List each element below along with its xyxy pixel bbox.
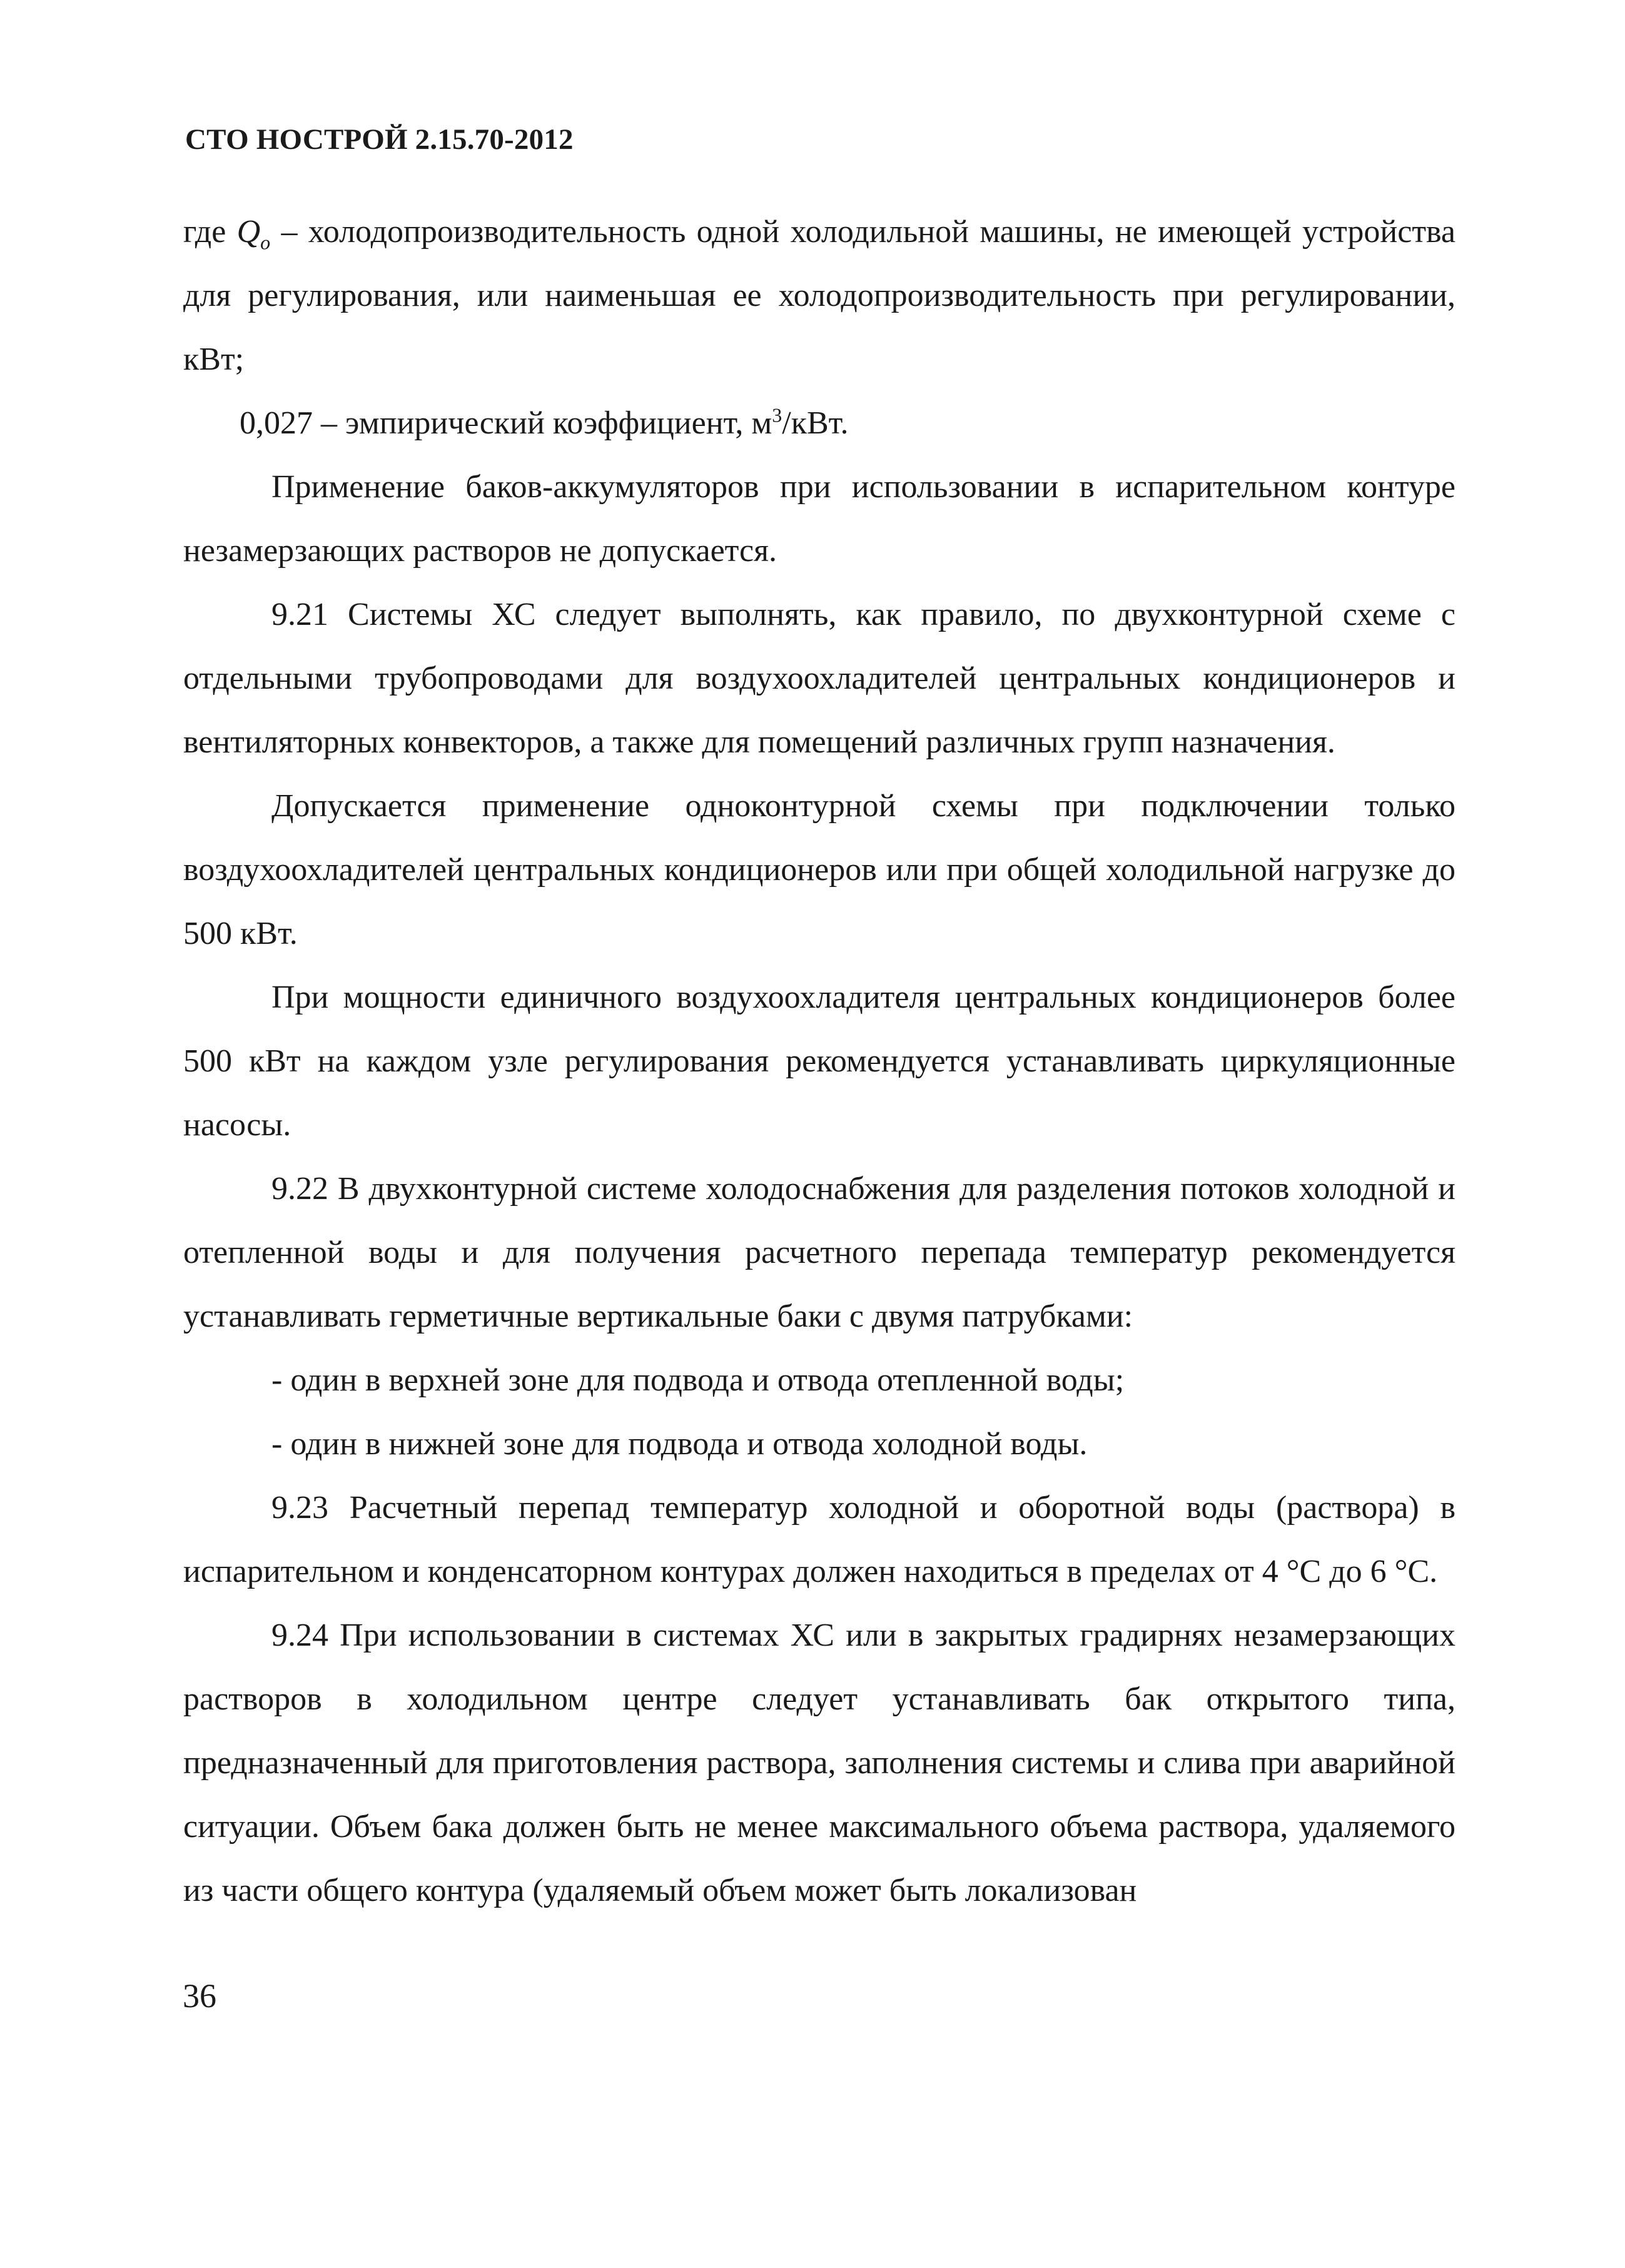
coefficient-superscript: 3 — [772, 403, 782, 427]
page-number: 36 — [183, 1977, 216, 2015]
document-code-header: СТО НОСТРОЙ 2.15.70-2012 — [185, 123, 574, 156]
page-body — [183, 200, 1455, 1923]
symbol-q — [236, 214, 271, 254]
definition-where: где — [183, 214, 226, 250]
list-item-lower-zone: - один в нижней зоне для подвода и отвода холодной воды. — [271, 1426, 1088, 1462]
coefficient-paragraph — [183, 392, 1455, 455]
single-circuit-paragraph: Допускается применение одноконтурной схемы при подключении только воздухоохладителей центральных кондиционеров или при общей холодильной нагрузке до 500 кВт. — [183, 788, 1455, 951]
clause-9-24: 9.24 При использовании в системах ХС или в закрытых градирнях незамерзающих растворов в холодильном центре следует устанавливать бак открытого типа, предназначенный для приготовления раствора, заполнения системы и слива при аварийной ситуации. Объем бака должен быть не менее максимального объема раствора, удаляемого из части общего контура (удаляемый объем может быть локализован — [183, 1617, 1455, 1908]
symbol-q-subscript: o — [260, 231, 271, 254]
list-item-upper-zone: - один в верхней зоне для подвода и отвода отепленной воды; — [271, 1362, 1125, 1398]
coefficient-unit: /кВт. — [782, 405, 849, 441]
clause-9-21: 9.21 Системы ХС следует выполнять, как правило, по двухконтурной схеме с отдельными трубопроводами для воздухоохладителей центральных кондиционеров и вентиляторных конвекторов, а также для помещений различных групп назначения. — [183, 597, 1455, 760]
power-paragraph: При мощности единичного воздухоохладителя центральных кондиционеров более 500 кВт на каждом узле регулирования рекомендуется устанавливать циркуляционные насосы. — [183, 980, 1455, 1143]
clause-9-22: 9.22 В двухконтурной системе холодоснабжения для разделения потоков холодной и отепленной воды и для получения расчетного перепада температур рекомендуется устанавливать герметичные вертикальные баки с двумя патрубками: — [183, 1171, 1455, 1334]
accumulators-paragraph: Применение баков-аккумуляторов при использовании в испарительном контуре незамерзающих растворов не допускается. — [183, 469, 1455, 569]
symbol-q-letter: Q — [236, 214, 261, 250]
definition-paragraph — [183, 200, 1455, 392]
coefficient-text: 0,027 – эмпирический коэффициент, м — [240, 405, 772, 441]
clause-9-23: 9.23 Расчетный перепад температур холодной и оборотной воды (раствора) в испарительном и конденсаторном контурах должен находиться в пределах от 4 °С до 6 °С. — [183, 1490, 1455, 1589]
definition-text: – холодопроизводительность одной холодильной машины, не имеющей устройства для регулирования, или наименьшая ее холодопроизводительность при регулировании, кВт; — [183, 214, 1455, 377]
